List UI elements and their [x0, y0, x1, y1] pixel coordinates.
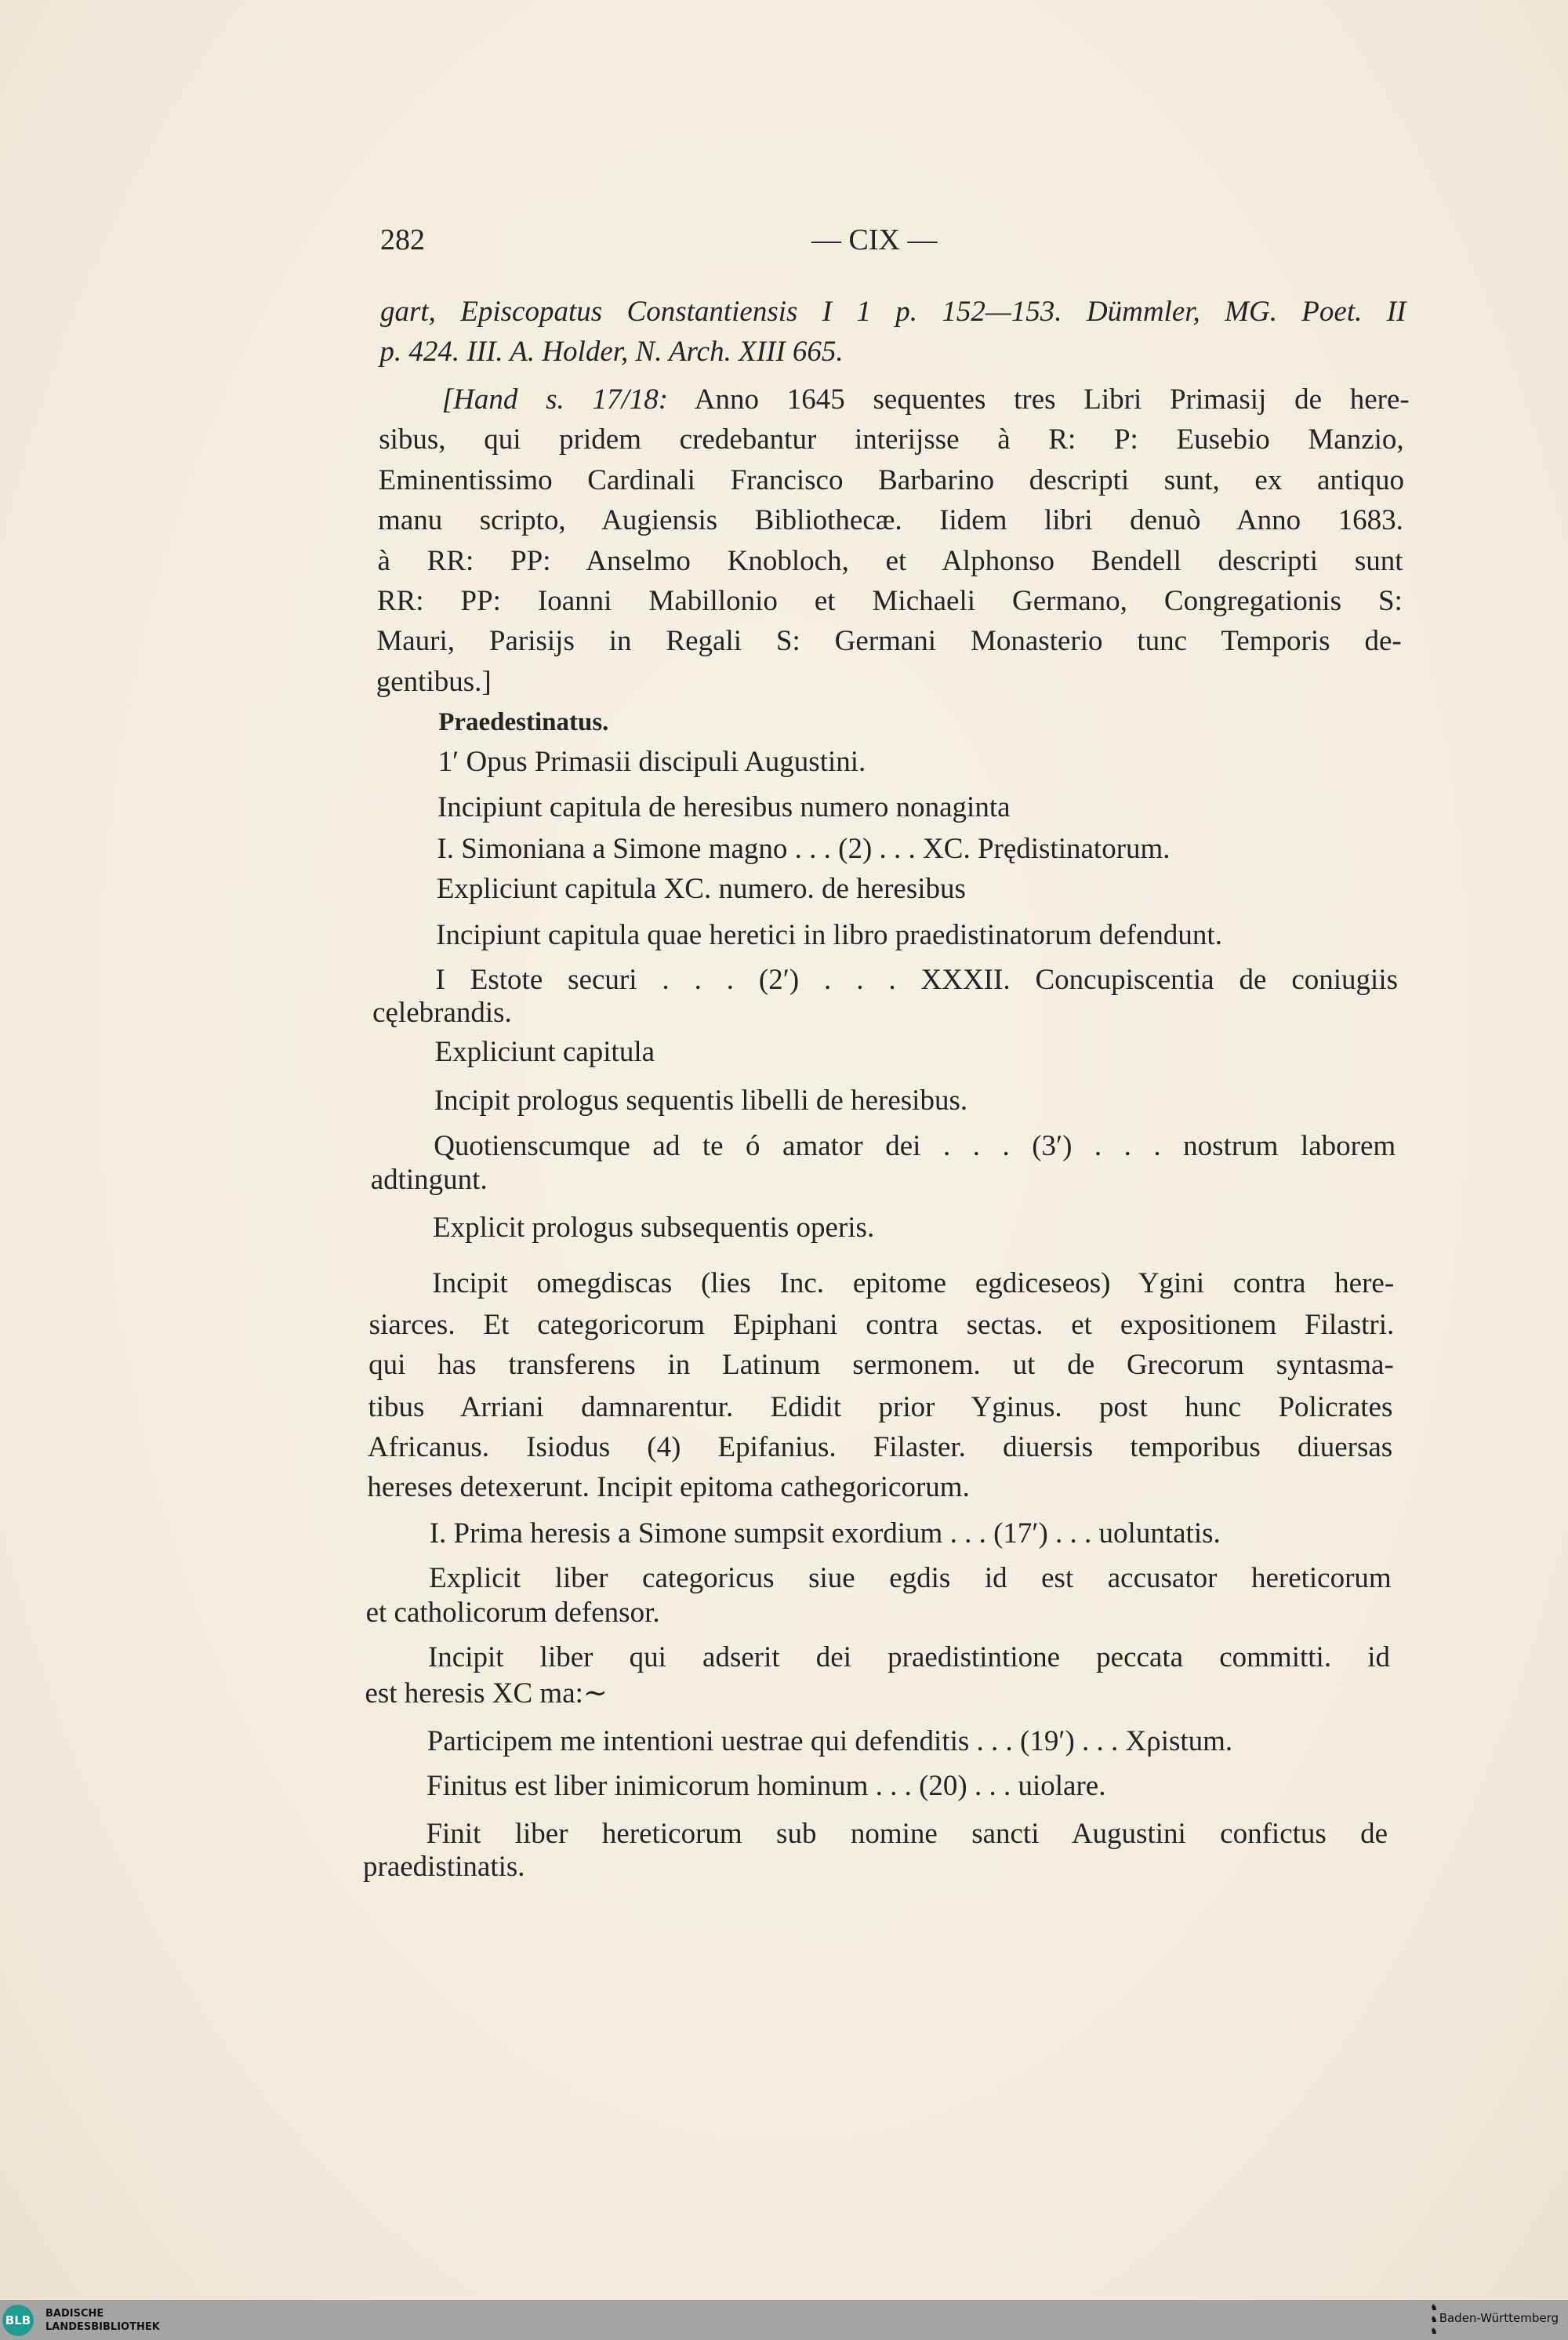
text-line: p. 424. III. A. Holder, N. Arch. XIII 665. [379, 336, 844, 368]
text-line: siarces. Et categoricorum Epiphani contra sectas. et expositionem Filastri. [368, 1309, 1395, 1341]
text-line: tibus Arriani damnarentur. Edidit prior Yginus. post hunc Policrates [368, 1391, 1393, 1423]
text-line: Incipit prologus sequentis libelli de heresibus. [434, 1085, 968, 1117]
hand-note-label: [Hand s. 17/18: [441, 383, 669, 416]
text-line: RR: PP: Ioanni Mabillonio et Michaeli Germano, Congregationis S: [376, 585, 1403, 617]
text-line: I. Simoniana a Simone magno . . . (2) . . . XC. Prędistinatorum. [437, 833, 1171, 865]
text-line: Incipit liber qui adserit dei praedistintione peccata committi. id [427, 1641, 1390, 1673]
library-name-line1: BADISCHE [45, 2308, 104, 2320]
library-name [45, 2307, 160, 2334]
text-line: adtingunt. [370, 1164, 488, 1196]
text-line: Expliciunt capitula XC. numero. de heresibus [436, 873, 966, 905]
text-line: Explicit prologus subsequentis operis. [433, 1212, 875, 1244]
state-label: Baden-Württemberg [1439, 2311, 1559, 2325]
blb-logo-icon: BLB [2, 2305, 34, 2336]
text-line: cęlebrandis. [372, 997, 512, 1029]
text-line: manu scripto, Augiensis Bibliothecæ. Iidem libri denuò Anno 1683. [378, 504, 1403, 536]
text-line: Quotienscumque ad te ó amator dei . . . (3′) . . . nostrum laborem [434, 1130, 1396, 1162]
text-line: sibus, qui pridem credebantur interijsse à R: P: Eusebio Manzio, [379, 423, 1404, 456]
text-line: Finit liber hereticorum sub nomine sancti Augustini confictus de [426, 1818, 1388, 1850]
baden-wuerttemberg-lions-icon: ♞ ♞ ♞ [1430, 2302, 1438, 2336]
text-line: [Hand s. 17/18: Anno 1645 sequentes tres Libri Primasij de here- [441, 383, 1410, 416]
text-line: I. Prima heresis a Simone sumpsit exordium . . . (17′) . . . uoluntatis. [429, 1517, 1221, 1550]
library-name-line2: LANDESBIBLIOTHEK [45, 2321, 160, 2333]
text-line: Incipiunt capitula de heresibus numero nonaginta [437, 791, 1011, 823]
text-line: Mauri, Parisijs in Regali S: Germani Monasterio tunc Temporis de- [376, 625, 1402, 657]
footer-bar [0, 2300, 1568, 2340]
text-line: Incipiunt capitula quae heretici in libro praedistinatorum defendunt. [436, 919, 1222, 951]
section-heading: Praedestinatus. [438, 708, 609, 736]
text-line: hereses detexerunt. Incipit epitoma cathegoricorum. [367, 1471, 970, 1503]
text-line: gart, Episcopatus Constantiensis I 1 p. 152—153. Dümmler, MG. Poet. II [380, 296, 1406, 328]
text-line: Participem me intentioni uestrae qui defenditis . . . (19′) . . . Xρistum. [426, 1725, 1233, 1757]
text-line: praedistinatis. [363, 1851, 525, 1883]
text-line: qui has transferens in Latinum sermonem. ut de Grecorum syntasma- [368, 1349, 1394, 1381]
running-title: — CIX — [811, 223, 938, 256]
text-line: gentibus.] [376, 666, 492, 698]
text-line: Incipit omegdiscas (lies Inc. epitome egdiceseos) Ygini contra here- [432, 1267, 1395, 1299]
text-line: Eminentissimo Cardinali Francisco Barbarino descripti sunt, ex antiquo [378, 464, 1404, 496]
text-line: I Estote securi . . . (2′) . . . XXXII. Concupiscentia de coniugiis [435, 964, 1398, 996]
text-line: est heresis XC ma:∼ [365, 1677, 608, 1710]
text-line: à RR: PP: Anselmo Knobloch, et Alphonso Bendell descripti sunt [377, 545, 1403, 577]
text-line: 1′ Opus Primasii discipuli Augustini. [437, 746, 866, 778]
text-line: Africanus. Isiodus (4) Epifanius. Filaster. diuersis temporibus diuersas [367, 1431, 1393, 1463]
text-line: Explicit liber categoricus siue egdis id est accusator hereticorum [429, 1562, 1392, 1594]
page-number: 282 [380, 223, 425, 256]
text-line: Expliciunt capitula [434, 1036, 655, 1068]
text-line: et catholicorum defensor. [365, 1597, 660, 1629]
text-line: Finitus est liber inimicorum hominum . . . (20) . . . uiolare. [426, 1770, 1106, 1802]
